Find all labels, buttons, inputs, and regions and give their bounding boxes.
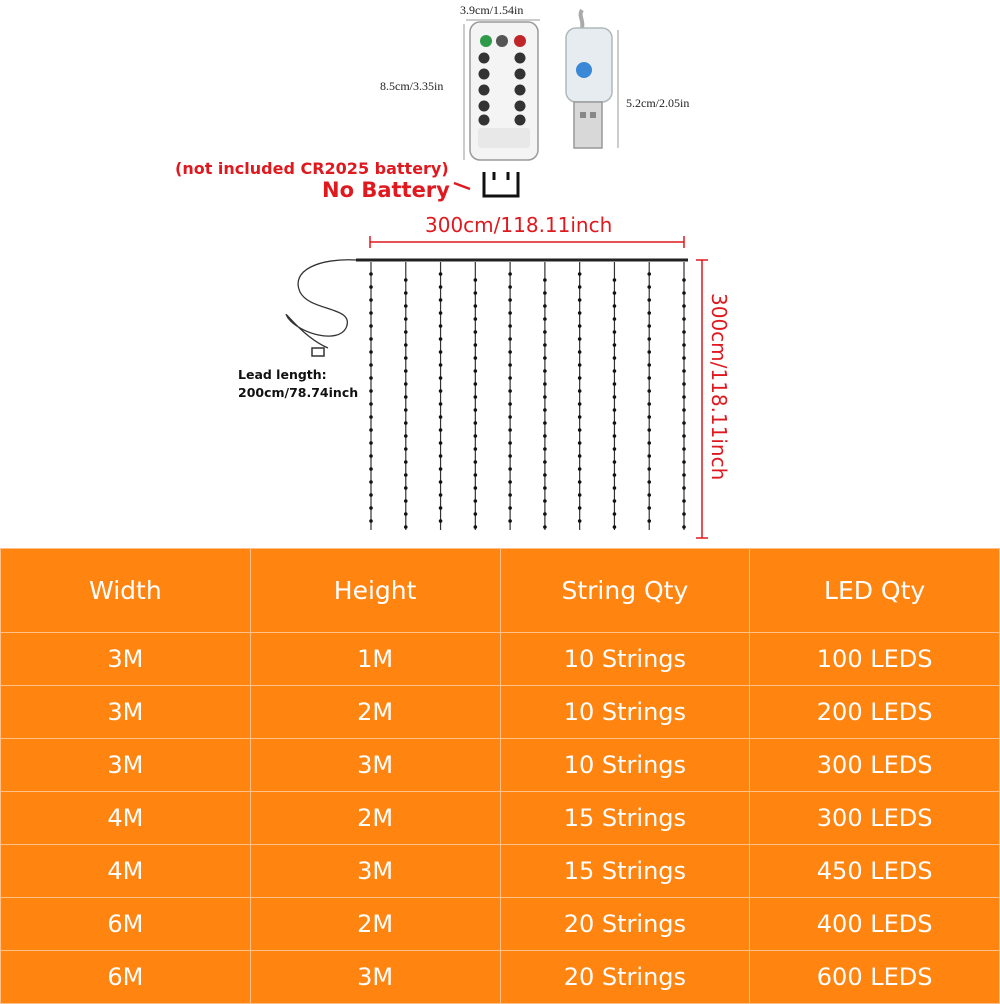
- led-bulb: [682, 434, 686, 438]
- cell-led-qty: 300 LEDS: [750, 792, 1000, 845]
- cell-width: 6M: [1, 898, 251, 951]
- led-bulb: [508, 376, 512, 380]
- header-string-qty: String Qty: [500, 549, 750, 633]
- led-bulb: [508, 298, 512, 302]
- led-bulb: [647, 493, 651, 497]
- led-bulb: [474, 395, 478, 399]
- led-bulb: [578, 298, 582, 302]
- led-bulb: [543, 382, 547, 386]
- led-bulb: [508, 454, 512, 458]
- led-bulb: [404, 356, 408, 360]
- led-bulb: [578, 519, 582, 523]
- led-bulb: [578, 350, 582, 354]
- led-bulb: [647, 480, 651, 484]
- led-bulb: [647, 402, 651, 406]
- led-bulb: [369, 350, 373, 354]
- led-bulb: [543, 278, 547, 282]
- lead-plug-icon: [312, 348, 324, 356]
- led-bulb: [613, 421, 617, 425]
- led-bulb: [647, 285, 651, 289]
- led-bulb: [647, 350, 651, 354]
- led-bulb: [439, 441, 443, 445]
- led-bulb: [682, 382, 686, 386]
- led-bulb: [474, 356, 478, 360]
- led-bulb: [439, 428, 443, 432]
- led-bulb: [404, 291, 408, 295]
- led-bulb: [508, 324, 512, 328]
- cell-led-qty: 300 LEDS: [750, 739, 1000, 792]
- header-height: Height: [250, 549, 500, 633]
- led-bulb: [578, 415, 582, 419]
- led-bulb: [369, 493, 373, 497]
- led-bulb: [369, 480, 373, 484]
- led-bulb: [578, 337, 582, 341]
- led-bulb: [613, 434, 617, 438]
- led-bulb: [474, 343, 478, 347]
- led-bulb: [369, 506, 373, 510]
- led-bulb: [508, 519, 512, 523]
- led-bulb: [439, 298, 443, 302]
- usb-plug-pin-icon: [580, 112, 586, 118]
- led-bulb: [682, 278, 686, 282]
- led-bulb: [508, 363, 512, 367]
- led-bulb: [439, 363, 443, 367]
- led-bulb: [543, 434, 547, 438]
- led-bulb: [474, 512, 478, 516]
- led-bulb: [647, 454, 651, 458]
- led-bulb: [613, 291, 617, 295]
- led-bulb: [439, 389, 443, 393]
- led-bulb: [578, 376, 582, 380]
- led-bulb: [508, 428, 512, 432]
- remote-button: [515, 69, 526, 80]
- led-bulb: [404, 395, 408, 399]
- led-bulb: [404, 460, 408, 464]
- led-bulb: [508, 272, 512, 276]
- led-bulb: [404, 525, 408, 529]
- led-bulb: [647, 428, 651, 432]
- led-bulb: [543, 447, 547, 451]
- led-bulb: [613, 304, 617, 308]
- led-bulb: [404, 512, 408, 516]
- remote-height-label: 8.5cm/3.35in: [380, 79, 444, 93]
- cell-height: 3M: [250, 845, 500, 898]
- led-bulb: [543, 421, 547, 425]
- led-bulb: [369, 428, 373, 432]
- curtain-strings: [369, 262, 686, 530]
- remote-off-button: [514, 35, 526, 47]
- led-bulb: [369, 389, 373, 393]
- curtain-height-dimension: [696, 260, 731, 538]
- led-bulb: [508, 285, 512, 289]
- led-bulb: [682, 525, 686, 529]
- led-bulb: [682, 499, 686, 503]
- led-bulb: [578, 272, 582, 276]
- cell-string-qty: 10 Strings: [500, 686, 750, 739]
- led-bulb: [613, 356, 617, 360]
- led-bulb: [647, 467, 651, 471]
- led-bulb: [543, 512, 547, 516]
- led-bulb: [369, 467, 373, 471]
- led-bulb: [474, 408, 478, 412]
- led-bulb: [613, 512, 617, 516]
- led-bulb: [369, 454, 373, 458]
- led-bulb: [369, 415, 373, 419]
- remote-width-label: 3.9cm/1.54in: [460, 3, 524, 17]
- led-bulb: [578, 506, 582, 510]
- led-bulb: [474, 434, 478, 438]
- led-bulb: [647, 376, 651, 380]
- cell-width: 4M: [1, 845, 251, 898]
- remote-button: [479, 85, 490, 96]
- led-bulb: [578, 454, 582, 458]
- led-bulb: [613, 317, 617, 321]
- led-bulb: [474, 278, 478, 282]
- led-bulb: [474, 447, 478, 451]
- led-bulb: [613, 499, 617, 503]
- led-bulb: [369, 298, 373, 302]
- cell-string-qty: 10 Strings: [500, 739, 750, 792]
- led-bulb: [613, 473, 617, 477]
- cell-height: 2M: [250, 686, 500, 739]
- cell-height: 1M: [250, 633, 500, 686]
- led-bulb: [439, 311, 443, 315]
- led-bulb: [613, 408, 617, 412]
- led-bulb: [369, 285, 373, 289]
- led-bulb: [474, 291, 478, 295]
- led-bulb: [647, 311, 651, 315]
- cell-width: 3M: [1, 739, 251, 792]
- cell-width: 4M: [1, 792, 251, 845]
- led-bulb: [439, 415, 443, 419]
- led-bulb: [647, 506, 651, 510]
- table-row: [1, 951, 1000, 1004]
- led-bulb: [682, 369, 686, 373]
- usb-button-icon: [576, 62, 592, 78]
- led-bulb: [474, 304, 478, 308]
- battery-clip-icon: [484, 172, 518, 196]
- led-bulb: [508, 506, 512, 510]
- led-bulb: [439, 272, 443, 276]
- led-bulb: [543, 330, 547, 334]
- cell-width: 3M: [1, 686, 251, 739]
- led-bulb: [682, 304, 686, 308]
- led-bulb: [682, 408, 686, 412]
- remote-button: [479, 101, 490, 112]
- led-bulb: [508, 480, 512, 484]
- led-bulb: [543, 317, 547, 321]
- led-bulb: [439, 324, 443, 328]
- remote-lower-panel: [478, 128, 530, 148]
- battery-note-line1: (not included CR2025 battery): [175, 159, 449, 178]
- remote-on-button: [480, 35, 492, 47]
- led-bulb: [682, 447, 686, 451]
- led-bulb: [404, 330, 408, 334]
- led-bulb: [369, 324, 373, 328]
- remote-button: [479, 115, 490, 126]
- led-bulb: [613, 343, 617, 347]
- led-bulb: [682, 473, 686, 477]
- led-bulb: [647, 337, 651, 341]
- led-bulb: [578, 441, 582, 445]
- led-bulb: [508, 402, 512, 406]
- led-bulb: [613, 382, 617, 386]
- led-bulb: [404, 408, 408, 412]
- cell-height: 2M: [250, 792, 500, 845]
- led-bulb: [439, 519, 443, 523]
- led-bulb: [369, 272, 373, 276]
- led-bulb: [543, 499, 547, 503]
- led-bulb: [613, 330, 617, 334]
- led-bulb: [439, 350, 443, 354]
- led-bulb: [682, 291, 686, 295]
- spec-table: [0, 548, 1000, 1004]
- led-bulb: [508, 337, 512, 341]
- cell-led-qty: 450 LEDS: [750, 845, 1000, 898]
- led-bulb: [439, 506, 443, 510]
- led-bulb: [369, 337, 373, 341]
- battery-arrow-icon: [454, 183, 470, 189]
- led-bulb: [404, 369, 408, 373]
- led-bulb: [578, 480, 582, 484]
- led-bulb: [369, 363, 373, 367]
- table-row: [1, 845, 1000, 898]
- led-bulb: [578, 311, 582, 315]
- table-row: [1, 633, 1000, 686]
- led-bulb: [543, 408, 547, 412]
- led-bulb: [647, 519, 651, 523]
- led-bulb: [613, 460, 617, 464]
- led-bulb: [404, 382, 408, 386]
- led-bulb: [474, 486, 478, 490]
- led-bulb: [474, 317, 478, 321]
- led-bulb: [439, 337, 443, 341]
- led-bulb: [682, 395, 686, 399]
- cell-height: 3M: [250, 739, 500, 792]
- cell-string-qty: 15 Strings: [500, 792, 750, 845]
- led-bulb: [369, 311, 373, 315]
- usb-cable: [581, 10, 583, 28]
- remote-button: [515, 85, 526, 96]
- led-bulb: [508, 415, 512, 419]
- led-bulb: [543, 473, 547, 477]
- led-bulb: [578, 363, 582, 367]
- led-bulb: [543, 395, 547, 399]
- led-bulb: [369, 376, 373, 380]
- led-bulb: [578, 324, 582, 328]
- led-bulb: [508, 389, 512, 393]
- led-bulb: [578, 493, 582, 497]
- led-bulb: [369, 402, 373, 406]
- led-bulb: [613, 486, 617, 490]
- led-bulb: [404, 499, 408, 503]
- led-bulb: [439, 376, 443, 380]
- led-bulb: [613, 369, 617, 373]
- led-bulb: [369, 441, 373, 445]
- remote-button: [515, 101, 526, 112]
- led-bulb: [474, 382, 478, 386]
- led-bulb: [543, 343, 547, 347]
- cell-string-qty: 20 Strings: [500, 898, 750, 951]
- remote-control: [380, 3, 540, 160]
- led-bulb: [543, 460, 547, 464]
- led-bulb: [439, 480, 443, 484]
- led-bulb: [647, 363, 651, 367]
- cell-width: 3M: [1, 633, 251, 686]
- led-bulb: [578, 428, 582, 432]
- led-bulb: [508, 441, 512, 445]
- header-led-qty: LED Qty: [750, 549, 1000, 633]
- led-bulb: [439, 402, 443, 406]
- cell-led-qty: 600 LEDS: [750, 951, 1000, 1004]
- led-bulb: [578, 389, 582, 393]
- led-bulb: [682, 317, 686, 321]
- led-bulb: [508, 493, 512, 497]
- header-width: Width: [1, 549, 251, 633]
- led-bulb: [543, 356, 547, 360]
- led-bulb: [404, 473, 408, 477]
- led-bulb: [613, 447, 617, 451]
- cell-string-qty: 10 Strings: [500, 633, 750, 686]
- curtain-height-label: 300cm/118.11inch: [707, 293, 731, 481]
- led-bulb: [682, 343, 686, 347]
- led-bulb: [369, 519, 373, 523]
- led-bulb: [474, 460, 478, 464]
- led-bulb: [439, 454, 443, 458]
- cell-string-qty: 20 Strings: [500, 951, 750, 1004]
- led-bulb: [404, 447, 408, 451]
- led-bulb: [404, 304, 408, 308]
- battery-note: [175, 159, 518, 202]
- curtain-width-label: 300cm/118.11inch: [425, 213, 613, 237]
- led-bulb: [474, 525, 478, 529]
- led-bulb: [682, 330, 686, 334]
- led-bulb: [404, 317, 408, 321]
- cell-led-qty: 100 LEDS: [750, 633, 1000, 686]
- curtain-width-dimension: [370, 213, 684, 248]
- led-bulb: [647, 415, 651, 419]
- led-bulb: [682, 421, 686, 425]
- table-row: [1, 898, 1000, 951]
- led-bulb: [474, 421, 478, 425]
- lead-length-value: 200cm/78.74inch: [238, 385, 359, 400]
- cell-string-qty: 15 Strings: [500, 845, 750, 898]
- cell-height: 2M: [250, 898, 500, 951]
- led-bulb: [682, 512, 686, 516]
- led-bulb: [543, 486, 547, 490]
- led-bulb: [647, 272, 651, 276]
- remote-button: [515, 115, 526, 126]
- lead-length-label: Lead length:: [238, 367, 327, 382]
- usb-height-label: 5.2cm/2.05in: [626, 96, 690, 110]
- led-bulb: [578, 467, 582, 471]
- led-bulb: [682, 486, 686, 490]
- led-bulb: [508, 311, 512, 315]
- led-bulb: [647, 389, 651, 393]
- usb-plug-pin-icon: [590, 112, 596, 118]
- led-bulb: [682, 356, 686, 360]
- led-bulb: [474, 499, 478, 503]
- led-bulb: [474, 330, 478, 334]
- led-bulb: [404, 278, 408, 282]
- cell-led-qty: 400 LEDS: [750, 898, 1000, 951]
- remote-button: [515, 53, 526, 64]
- table-row: [1, 686, 1000, 739]
- lead-cable: [238, 260, 358, 400]
- led-bulb: [508, 467, 512, 471]
- led-bulb: [613, 525, 617, 529]
- led-bulb: [578, 285, 582, 289]
- led-bulb: [647, 298, 651, 302]
- led-bulb: [439, 285, 443, 289]
- led-bulb: [439, 467, 443, 471]
- lead-cable-wire: [286, 260, 356, 348]
- led-bulb: [647, 441, 651, 445]
- battery-note-line2: No Battery: [322, 178, 450, 202]
- usb-plug-icon: [574, 102, 602, 148]
- led-bulb: [543, 525, 547, 529]
- table-row: [1, 792, 1000, 845]
- cell-width: 6M: [1, 951, 251, 1004]
- led-bulb: [508, 350, 512, 354]
- led-bulb: [578, 402, 582, 406]
- led-bulb: [682, 460, 686, 464]
- remote-button: [479, 69, 490, 80]
- led-bulb: [613, 278, 617, 282]
- remote-mode-button: [496, 35, 508, 47]
- cell-led-qty: 200 LEDS: [750, 686, 1000, 739]
- led-bulb: [404, 421, 408, 425]
- led-bulb: [404, 486, 408, 490]
- table-header-row: [1, 549, 1000, 633]
- usb-controller: [566, 10, 689, 148]
- led-bulb: [543, 291, 547, 295]
- led-bulb: [404, 343, 408, 347]
- table-row: [1, 739, 1000, 792]
- led-bulb: [543, 304, 547, 308]
- led-bulb: [474, 369, 478, 373]
- led-bulb: [543, 369, 547, 373]
- led-bulb: [404, 434, 408, 438]
- remote-button: [479, 53, 490, 64]
- led-bulb: [474, 473, 478, 477]
- led-bulb: [613, 395, 617, 399]
- led-bulb: [647, 324, 651, 328]
- led-bulb: [439, 493, 443, 497]
- cell-height: 3M: [250, 951, 500, 1004]
